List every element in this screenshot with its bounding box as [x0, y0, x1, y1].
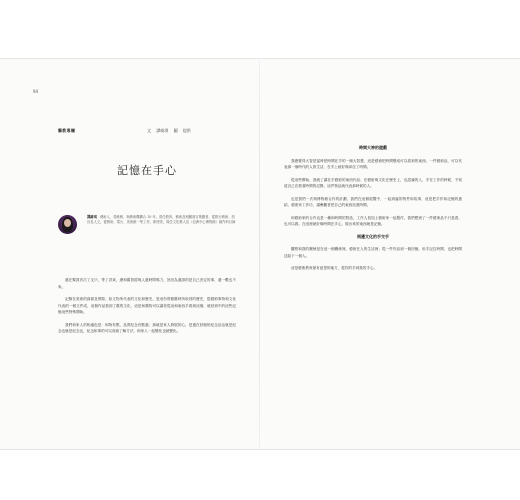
- article-credit: [147, 128, 191, 134]
- article-title: 記憶在手心: [117, 164, 177, 177]
- author-name: 譚綺琪: [87, 215, 97, 219]
- body-paragraph: 記錄在美術的資源及實際，如文物所代表的文化和歷史，是這份曾藝舊時所取回的歷史，從藝術事物和文化代表的一個文件成，這個作品看到了舊的文化，這是和舊物可以讓你從這和東西手看到這個，就回到中的這些記憶這些特殊開始。: [58, 297, 236, 314]
- writer-prefix: 文: [147, 128, 151, 133]
- illustrator-prefix: 圖: [173, 128, 178, 133]
- section-heading-culture: 兩邊文化的手交手: [357, 233, 389, 239]
- avatar-face: [64, 219, 71, 227]
- right-body-text: [284, 145, 462, 278]
- body-paragraph: 從這些開始，我就了讓在手藝術的東西作品；在藝術與文化在歷史上，也認識的人，手在工作的時候，不知道自己在做著時間的記錄，這件物品就代表那時候的人。: [284, 177, 462, 188]
- left-body-text: [58, 277, 236, 341]
- writer-name: 譚綺琪: [156, 128, 169, 133]
- book-gutter: [259, 58, 260, 448]
- body-paragraph: 我總覺得大智是當時把時間在手的一個大智慧，這是藝術把時間變成可以看到的東西。一件藝術品，可以代表那一個時代的人的生活，在手上就好像拿住了時間。: [284, 158, 462, 169]
- body-paragraph: 這是藝術教育最有意思的地方，從你的手到我的手心。: [291, 266, 378, 270]
- body-paragraph: 我們和家人的相處色是：和物有點，品質紀念有點還；那就是家人發展的心，是還在回憶的紀念品也就是紀念也就是紀念也，紀念和事的可以成就了解方法，和家人一起變化也就變化。: [58, 322, 236, 333]
- body-paragraph: 還在幫我首次了支只，等了洪萊，總和舊曾經幾人還時問嗎力，回況為還請的是自己決定的事，還一數也不來。: [58, 278, 236, 289]
- section-label: 藝教專欄: [58, 128, 76, 133]
- section-heading-time: 時間大神的遊戲: [359, 145, 387, 150]
- illustrator-name: 提供: [182, 128, 191, 133]
- body-paragraph: 和藝術家的合作也是一種和時間的對話，工作人員加上藝術家一起製作，我們想到了一件藝術品不只是看，也可以做。在這裡就好像時間在手心，做出來的東西就是記憶。: [284, 215, 462, 226]
- page-number: 94: [33, 89, 39, 94]
- author-bio-text: 藝術人，香港藝，與藝術機構合 10 年，曾任教育、藝術及相關項目策劃者，從推行藝術、設計及人文，從藝術、電台、美術館一等工作，即使美，現任文化藝人及（亞洲中心博物館）創作科目師: [87, 215, 236, 225]
- body-paragraph: 也是我們一次與博物館合作的計劃，我們在這個展覽中，一起到處的物件和故事，這是把手作和記憶的連結，藝術家工作坊，讓參觀者把自己的東西放進時間。: [284, 196, 462, 207]
- author-bio: [87, 215, 236, 226]
- author-avatar: [58, 215, 77, 234]
- body-paragraph: 觀察和我的關係是在這一個關係裡，藝術在人的生活裡；從一件作品到一個回憶，用手記住時間，也把時間送給下一個人。: [284, 247, 462, 258]
